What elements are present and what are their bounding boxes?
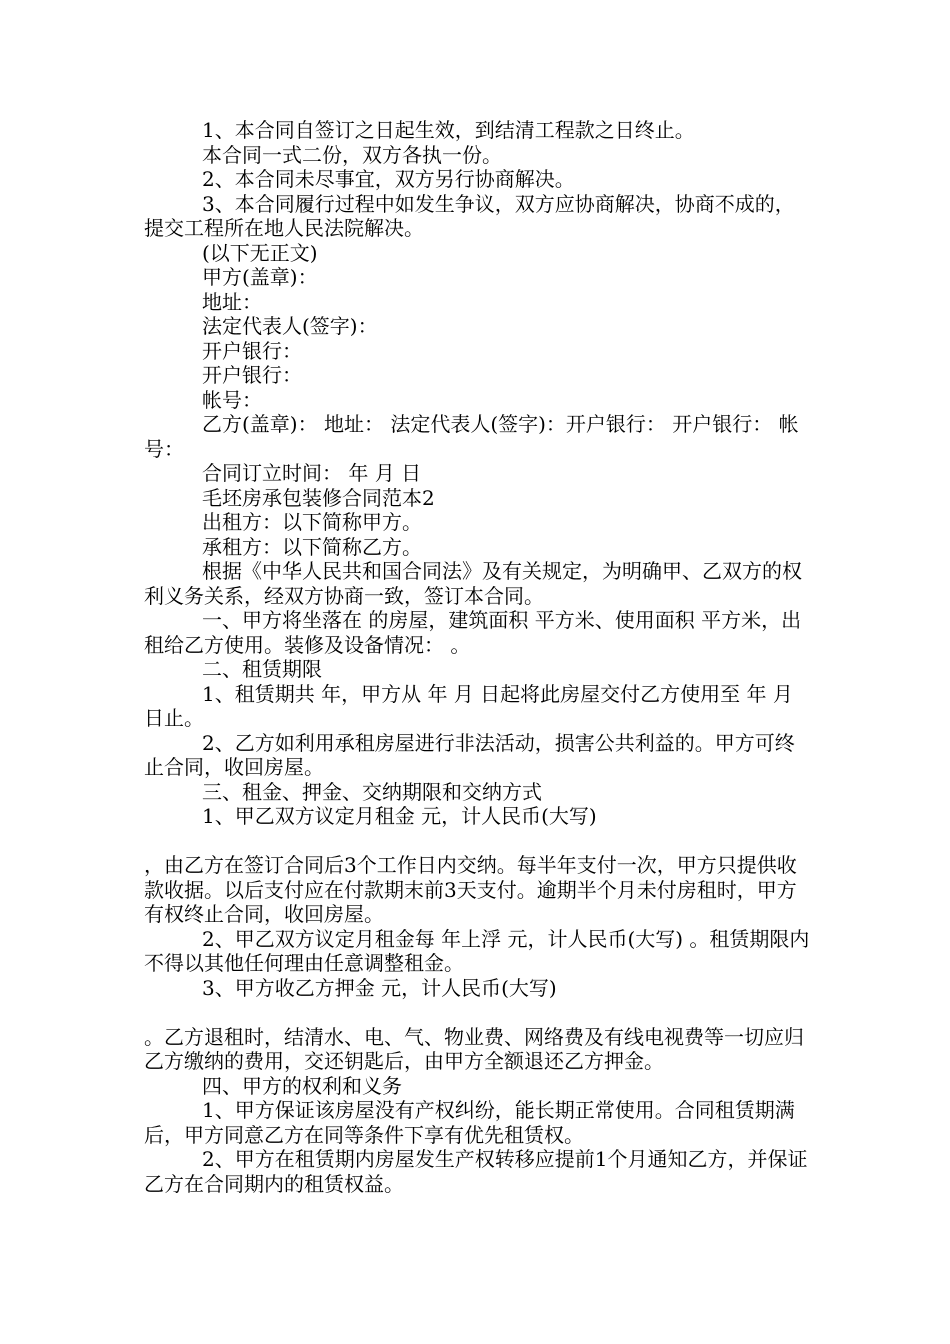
paragraph: 开户银行： — [202, 338, 302, 363]
paragraph: 承租方：以下简称乙方。 — [202, 534, 422, 559]
paragraph: 二、租赁期限 — [202, 657, 322, 681]
paragraph: 2、本合同未尽事宜，双方另行协商解决。 — [202, 167, 575, 191]
paragraph: 2、甲方在租赁期内房屋发生产权转移应提前1个月通知乙方，并保证乙方在合同期内的租赁权益。 — [144, 1147, 808, 1196]
paragraph: 甲方(盖章)： — [202, 265, 318, 289]
paragraph: 乙方(盖章)： 地址： 法定代表人(签字)：开户银行： 开户银行： 帐号： — [144, 412, 799, 461]
paragraph: 1、租赁期共 年，甲方从 年 月 日起将此房屋交付乙方使用至 年 月 日止。 — [144, 681, 793, 730]
paragraph: 1、甲方保证该房屋没有产权纠纷，能长期正常使用。合同租赁期满后，甲方同意乙方在同等条件下享有优先租赁权。 — [144, 1098, 795, 1147]
paragraph: 根据《中华人民共和国合同法》及有关规定，为明确甲、乙双方的权利义务关系，经双方协商一致，签订本合同。 — [144, 559, 802, 608]
paragraph: 一、甲方将坐落在 的房屋，建筑面积 平方米、使用面积 平方米，出租给乙方使用。装修及设备情况： 。 — [144, 608, 802, 657]
paragraph: 四、甲方的权利和义务 — [202, 1073, 402, 1098]
paragraph: 毛坯房承包装修合同范本2 — [202, 485, 435, 510]
paragraph: 本合同一式二份，双方各执一份。 — [202, 142, 502, 167]
paragraph: 三、租金、押金、交纳期限和交纳方式 — [202, 779, 542, 804]
paragraph: 1、甲乙双方议定月租金 元，计人民币(大写) — [202, 804, 597, 828]
paragraph: 1、本合同自签订之日起生效，到结清工程款之日终止。 — [202, 118, 695, 142]
document-body — [144, 118, 814, 1196]
blank-line — [144, 829, 814, 854]
blank-line — [144, 1000, 814, 1025]
paragraph: 3、本合同履行过程中如发生争议，双方应协商解决，协商不成的，提交工程所在地人民法院解决。 — [144, 191, 795, 240]
paragraph: 出租方：以下简称甲方。 — [202, 510, 422, 534]
paragraph: 法定代表人(签字)： — [202, 314, 378, 338]
paragraph: 2、乙方如利用承租房屋进行非法活动，损害公共利益的。甲方可终止合同，收回房屋。 — [144, 730, 795, 779]
paragraph: 。乙方退租时，结清水、电、气、物业费、网络费及有线电视费等一切应归乙方缴纳的费用，交还钥匙后，由甲方全额退还乙方押金。 — [144, 1024, 804, 1073]
paragraph: ，由乙方在签订合同后3个工作日内交纳。每半年支付一次，甲方只提供收款收据。以后支付应在付款期末前3天支付。逾期半个月未付房租时，甲方有权终止合同，收回房屋。 — [144, 853, 797, 926]
paragraph: 帐号： — [202, 387, 262, 412]
paragraph: 2、甲乙双方议定月租金每 年上浮 元，计人民币(大写) 。租赁期限内不得以其他任何理由任意调整租金。 — [144, 926, 810, 975]
paragraph: 合同订立时间： 年 月 日 — [202, 461, 422, 485]
paragraph: (以下无正文) — [202, 240, 318, 265]
paragraph: 开户银行： — [202, 363, 302, 387]
paragraph: 3、甲方收乙方押金 元，计人民币(大写) — [202, 975, 557, 1000]
paragraph: 地址： — [202, 289, 262, 314]
